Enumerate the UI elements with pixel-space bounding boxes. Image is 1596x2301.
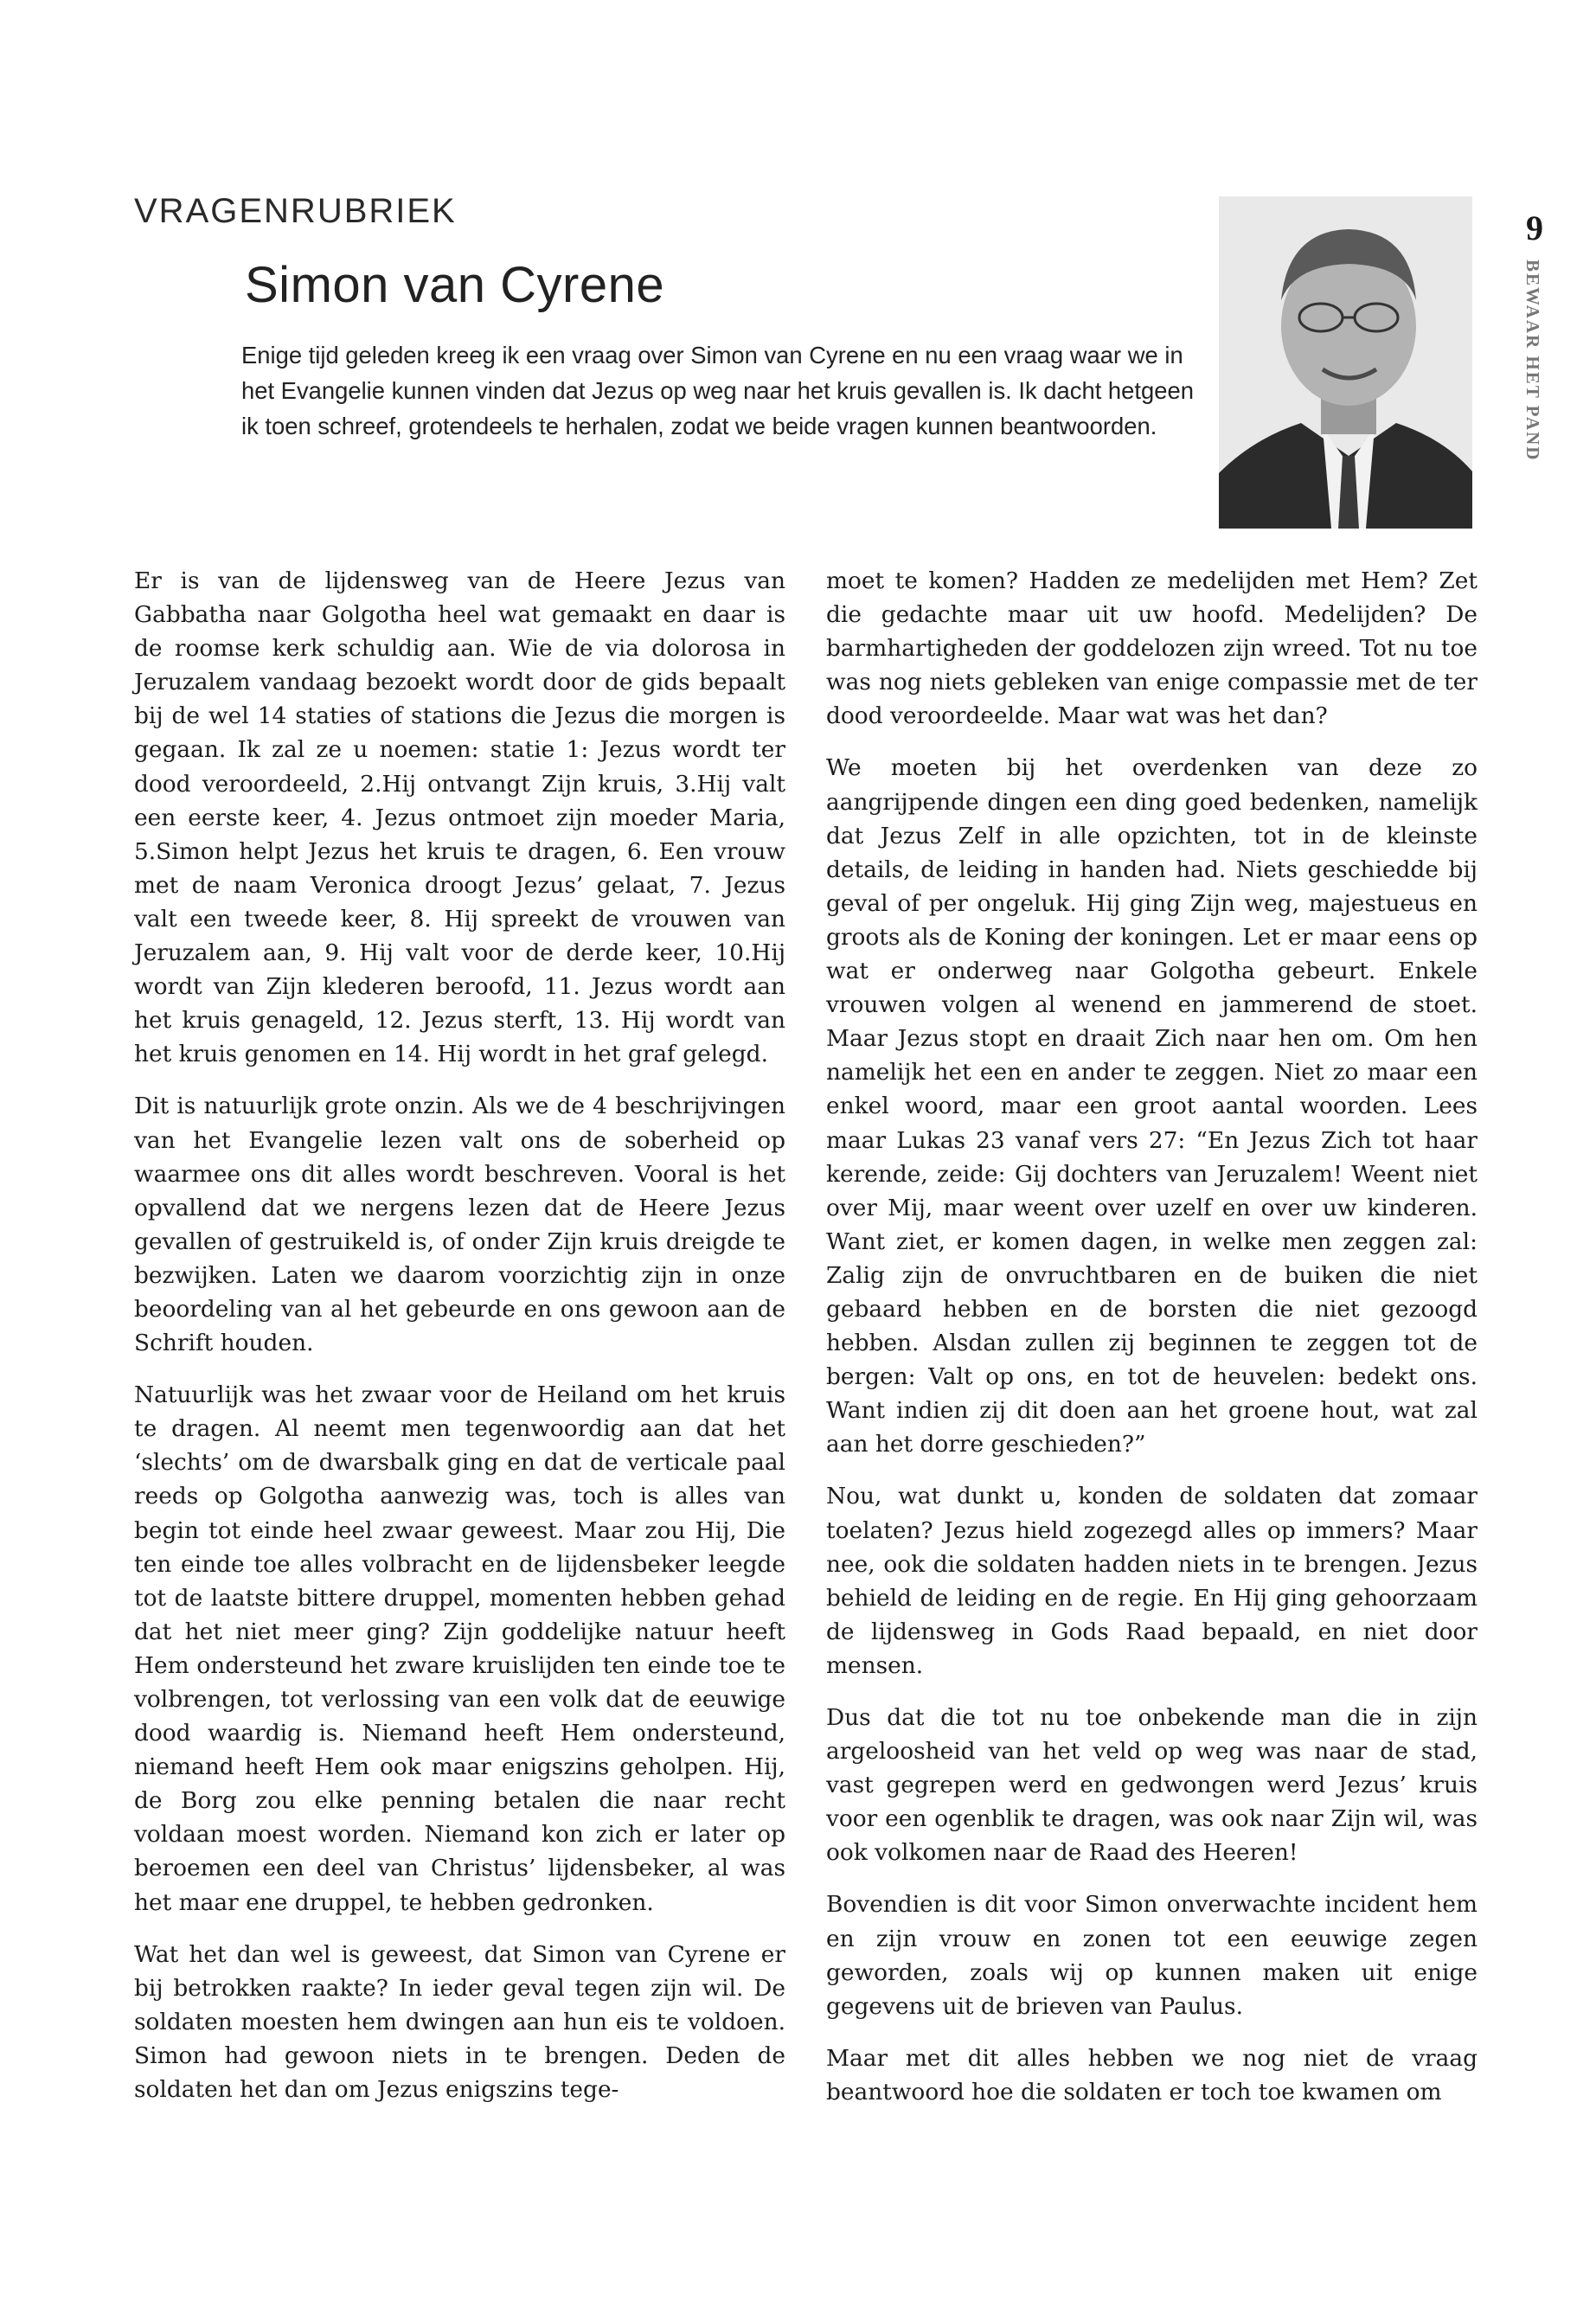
paragraph: Natuurlijk was het zwaar voor de Heiland om het kruis te dragen. Al neemt men tegenwoordig aan dat het ‘slechts’ om de dwarsbalk ging en dat de verticale paal reeds op Golgotha aanwezig was, toch is alles van begin tot einde heel zwaar geweest. Maar zou Hij, Die ten einde toe alles volbracht en de lijdensbeker leegde tot de laatste bittere druppel, momenten hebben gehad dat het niet meer ging? Zijn goddelijke natuur heeft Hem ondersteund het zware kruislijden ten einde toe te volbrengen, tot verlossing van een volk dat de eeuwige dood waardig is. Niemand heeft Hem ondersteund, niemand heeft Hem ook maar enigszins geholpen. Hij, de Borg zou elke penning betalen die naar recht voldaan moest worden. Niemand kon zich er later op beroemen een deel van Christus’ lijdensbeker, al was het maar ene druppel, te hebben gedronken.: [134, 1381, 785, 1916]
paragraph: We moeten bij het overdenken van deze zo aangrijpende dingen een ding goed bedenken, namelijk dat Jezus Zelf in alle opzichten, tot in de kleinste details, de leiding in handen had. Niets geschiedde bij geval of per ongeluk. Hij ging Zijn weg, majestueus en groots als de Koning der koningen. Let er maar eens op wat er onderweg naar Golgotha gebeurt. Enkele vrouwen volgen al wenend en jammerend de stoet. Maar Jezus stopt en draait Zich naar hen om. Om hen namelijk het een en ander te zeggen. Niet zo maar een enkel woord, maar een groot aantal woorden. Lees maar Lukas 23 vanaf vers 27: “En Jezus Zich tot haar kerende, zeide: Gij dochters van Jeruzalem! Weent niet over Mij, maar weent over uzelf en over uw kinderen. Want ziet, er komen dagen, in welke men zeggen zal: Zalig zijn de onvruchtbaren en de buiken die niet gebaard hebben en de borsten die niet gezoogd hebben. Alsdan zullen zij beginnen te zeggen tot de bergen: Valt op ons, en tot de heuvelen: bedekt ons. Want indien zij dit doen aan het groene hout, wat zal aan het dorre geschieden?”: [826, 754, 1477, 1458]
article-title: Simon van Cyrene: [245, 257, 665, 313]
paragraph: Maar met dit alles hebben we nog niet de vraag beantwoord hoe die soldaten er toch toe kwamen om: [826, 2044, 1477, 2106]
paragraph: Bovendien is dit voor Simon onverwachte incident hem en zijn vrouw en zonen tot een eeuwige zegen geworden, zoals wij op kunnen maken uit enige gegevens uit de brieven van Paulus.: [826, 1891, 1477, 2020]
paragraph: Er is van de lijdensweg van de Heere Jezus van Gabbatha naar Golgotha heel wat gemaakt en daar is de roomse kerk schuldig aan. Wie de via dolorosa in Jeruzalem vandaag bezoekt wordt door de gids bepaalt bij de wel 14 staties of stations die Jezus die morgen is gegaan. Ik zal ze u noemen: statie 1: Jezus wordt ter dood veroordeeld, 2.Hij ontvangt Zijn kruis, 3.Hij valt een eerste keer, 4. Jezus ontmoet zijn moeder Maria, 5.Simon helpt Jezus het kruis te dragen, 6. Een vrouw met de naam Veronica droogt Jezus’ gelaat, 7. Jezus valt een tweede keer, 8. Hij spreekt de vrouwen van Jeruzalem aan, 9. Hij valt voor de derde keer, 10.Hij wordt van Zijn klederen beroofd, 11. Jezus wordt aan het kruis genageld, 12. Jezus sterft, 13. Hij wordt van het kruis genomen en 14. Hij wordt in het graf gelegd.: [134, 567, 785, 1068]
paragraph: Dit is natuurlijk grote onzin. Als we de 4 beschrijvingen van het Evangelie lezen valt ons de soberheid op waarmee ons dit alles wordt beschreven. Vooral is het opvallend dat we nergens lezen dat de Heere Jezus gevallen of gestruikeld is, of onder Zijn kruis dreigde te bezwijken. Laten we daarom voorzichtig zijn in onze beoordeling van al het gebeurde en ons gewoon aan de Schrift houden.: [134, 1093, 785, 1357]
left-column: [134, 564, 785, 2125]
section-label: VRAGENRUBRIEK: [134, 192, 457, 230]
article-intro: Enige tijd geleden kreeg ik een vraag over Simon van Cyrene en nu een vraag waar we in het Evangelie kunnen vinden dat Jezus op weg naar het kruis gevallen is. Ik dacht hetgeen ik toen schreef, grotendeels te herhalen, zodat we beide vragen kunnen beantwoorden.: [241, 342, 1194, 439]
right-column: [826, 564, 1477, 2127]
author-photo: [1219, 196, 1472, 529]
paragraph: moet te komen? Hadden ze medelijden met Hem? Zet die gedachte maar uit uw hoofd. Medelijden? De barmhartigheden der goddelozen zijn wreed. Tot nu toe was nog niets gebleken van enige compassie met de ter dood veroordeelde. Maar wat was het dan?: [826, 567, 1477, 730]
paragraph: Dus dat die tot nu toe onbekende man die in zijn argeloosheid van het veld op weg was naar de stad, vast gegrepen werd en gedwongen werd Jezus’ kruis voor een ogenblik te dragen, was ook naar Zijn wil, was ook volkomen naar de Raad des Heeren!: [826, 1704, 1477, 1867]
paragraph: Nou, wat dunkt u, konden de soldaten dat zomaar toelaten? Jezus hield zogezegd alles op immers? Maar nee, ook die soldaten hadden niets in te brengen. Jezus behield de leiding en de regie. En Hij ging gehoorzaam de lijdensweg in Gods Raad bepaald, en niet door mensen.: [826, 1483, 1477, 1679]
page-number: 9: [1526, 208, 1543, 247]
paragraph: Wat het dan wel is geweest, dat Simon van Cyrene er bij betrokken raakte? In ieder geval tegen zijn wil. De soldaten moesten hem dwingen aan hun eis te voldoen. Simon had gewoon niets in te brengen. Deden de soldaten het dan om Jezus enigszins tege-: [134, 1940, 785, 2104]
running-head: BEWAAR HET PAND: [1522, 260, 1543, 462]
author-portrait-image: [1219, 196, 1472, 529]
